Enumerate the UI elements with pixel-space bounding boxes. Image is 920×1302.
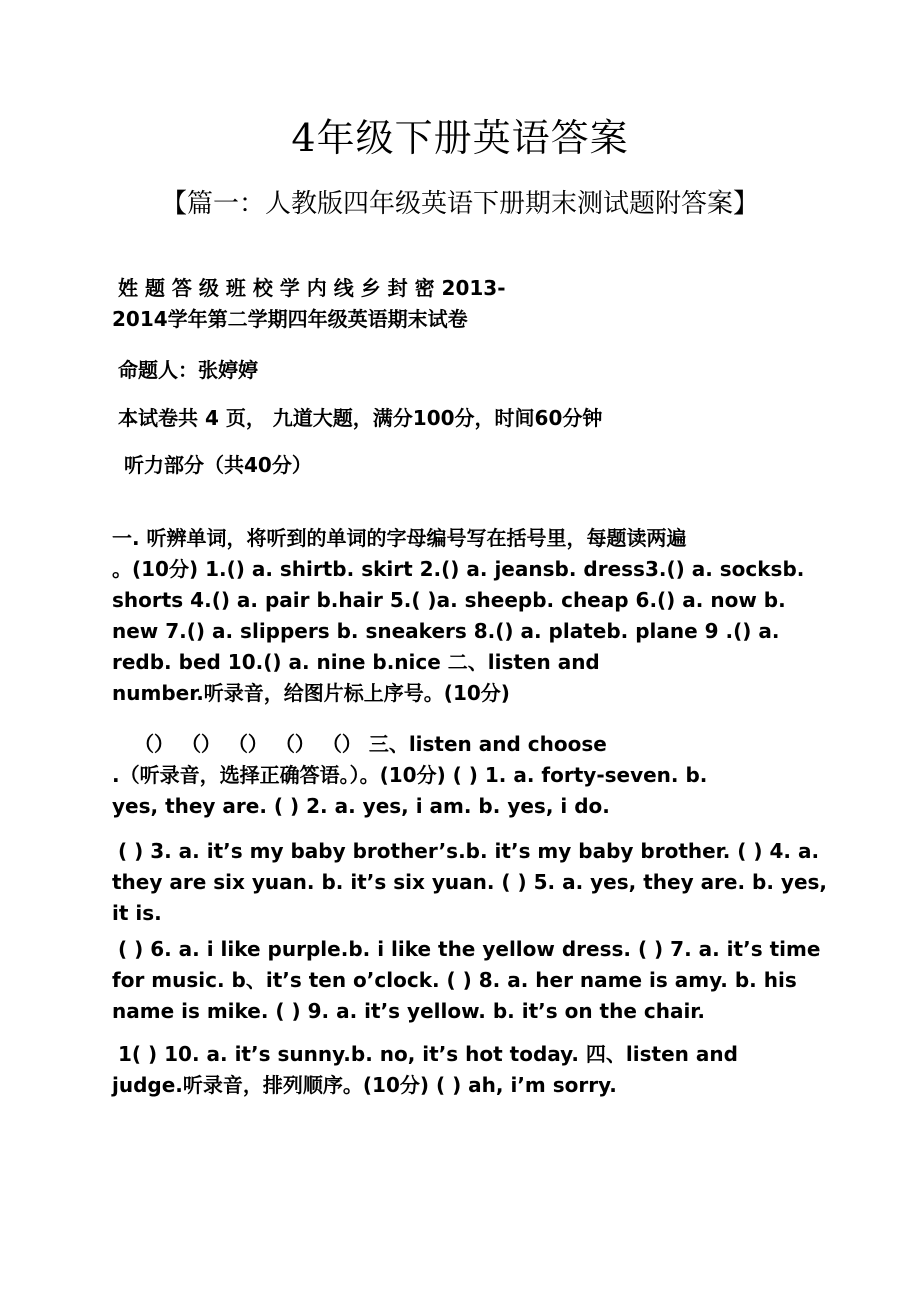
question-line: they are six yuan. b. it’s six yuan. ( ) 5. a. yes, they are. b. yes,: [112, 870, 828, 894]
section-3-line: （） （） （） （） （） 三、listen and choose: [134, 732, 607, 756]
question-line: name is mike. ( ) 9. a. it’s yellow. b. it’s on the chair.: [112, 999, 705, 1023]
section-1-paragraph: [112, 523, 805, 709]
question-line: ( ) 6. a. i like purple.b. i like the yellow dress. ( ) 7. a. it’s time: [118, 937, 821, 961]
question-line: judge.听录音，排列顺序。(10分) ( ) ah, i’m sorry.: [112, 1073, 617, 1097]
question-line: for music. b、it’s ten o’clock. ( ) 8. a. her name is amy. b. his: [112, 968, 797, 992]
question-10-paragraph: [112, 1039, 802, 1101]
section-1-line: 。(10分) 1.() a. shirtb. skirt 2.() a. jeansb. dress3.() a. socksb.: [112, 557, 805, 581]
section-1-line: redb. bed 10.() a. nine b.nice 二、listen and: [112, 650, 600, 674]
section-1-line: 一. 听辨单词，将听到的单词的字母编号写在括号里，每题读两遍: [112, 526, 687, 550]
section-1-line: shorts 4.() a. pair b.hair 5.( )a. sheepb. cheap 6.() a. now b.: [112, 588, 786, 612]
question-line: it is.: [112, 901, 162, 925]
header-line-1: 姓 题 答 级 班 校 学 内 线 乡 封 密 2013-: [118, 276, 506, 300]
questions-3-5-paragraph: [112, 836, 828, 929]
document-title: 4年级下册英语答案: [291, 116, 629, 160]
section-1-line: number.听录音，给图片标上序号。(10分): [112, 681, 510, 705]
author-line: 命题人：张婷婷: [118, 358, 258, 382]
document-subtitle: 【篇一：人教版四年级英语下册期末测试题附答案】: [160, 189, 759, 219]
questions-6-9-paragraph: [112, 934, 821, 1027]
header-line-2: 2014学年第二学期四年级英语期末试卷: [112, 307, 468, 331]
question-line: 1( ) 10. a. it’s sunny.b. no, it’s hot today. 四、listen and: [118, 1042, 738, 1066]
listening-header: 听力部分（共40分）: [124, 453, 312, 477]
section-3-line: yes, they are. ( ) 2. a. yes, i am. b. yes, i do.: [112, 794, 610, 818]
section-3-paragraph: [112, 729, 802, 822]
section-3-line: .（听录音，选择正确答语。）。(10分) ( ) 1. a. forty-seven. b.: [112, 763, 708, 787]
question-line: ( ) 3. a. it’s my baby brother’s.b. it’s my baby brother. ( ) 4. a.: [118, 839, 820, 863]
exam-header: [112, 273, 802, 335]
exam-info-line: 本试卷共 4 页， 九道大题，满分100分，时间60分钟: [118, 406, 603, 430]
section-1-line: new 7.() a. slippers b. sneakers 8.() a. plateb. plane 9 .() a.: [112, 619, 780, 643]
